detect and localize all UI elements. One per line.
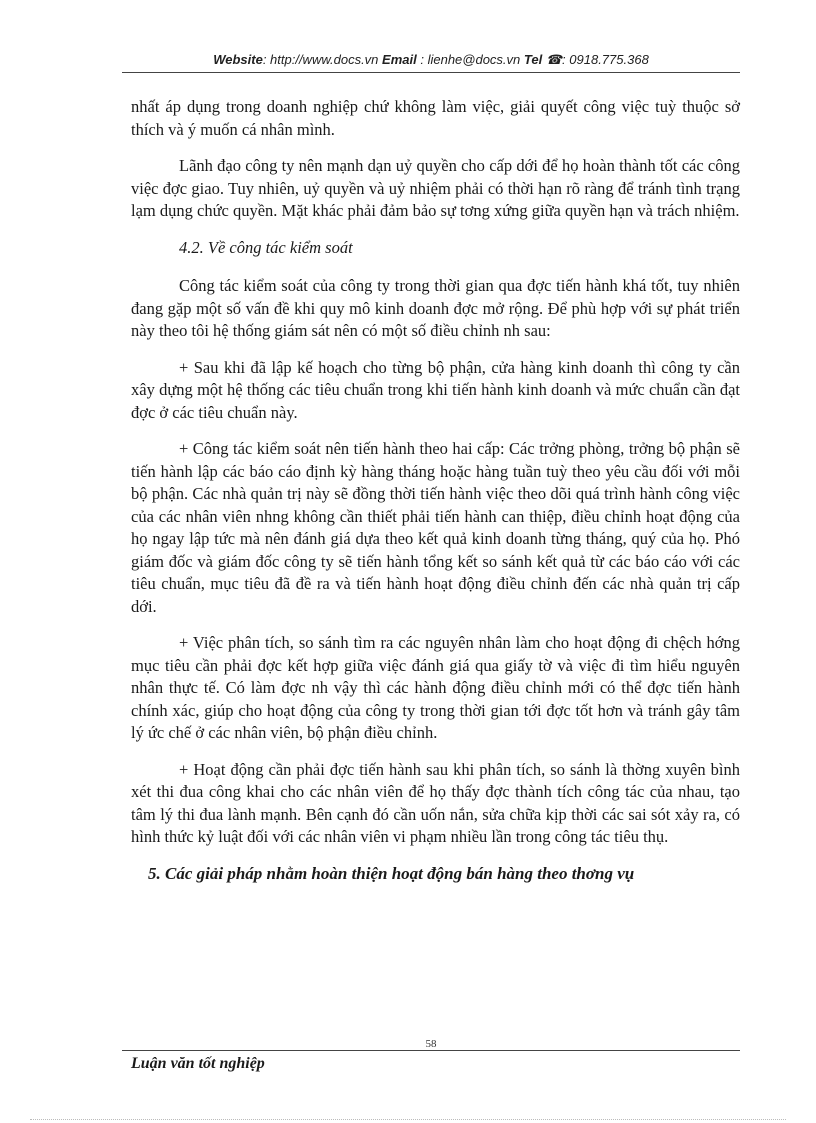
- tel-label: Tel: [523, 52, 543, 67]
- subsection-heading: 4.2. Về công tác kiểm soát: [179, 237, 353, 257]
- document-body: [131, 96, 740, 899]
- footer-divider: [122, 1050, 740, 1051]
- page-bottom-border: [30, 1119, 786, 1120]
- paragraph-6: + Việc phân tích, so sánh tìm ra các nguyên nhân làm cho hoạt động đi chệch hớng mục tiêu cần phải đợc kết hợp giữa việc đánh giá qua giấy tờ và việc đi tìm hiểu nguyên nhân thực tế. Có làm đợc nh vậy thì các hành động điều chỉnh mới có thể đợc tiến hành chính xác, giúp cho hoạt động của công ty trong thời gian tới đợc tốt hơn và tránh gây tâm lý ức chế ở các nhân viên, bộ phận điều chỉnh.: [131, 633, 740, 742]
- email-label: Email: [382, 52, 417, 67]
- paragraph-7: + Hoạt động cần phải đợc tiến hành sau khi phân tích, so sánh là thờng xuyên bình xét thi đua công khai cho các nhân viên để họ thấy đợc thành tích công tác của nhau, tạo tâm lý thi đua lành mạnh. Bên cạnh đó cần uốn nắn, sửa chữa kịp thời các sai sót xảy ra, có hình thức kỷ luật đối với các nhân viên vi phạm nhiều lần trong công tác tiêu thụ.: [131, 759, 740, 846]
- page-header: [122, 52, 740, 68]
- website-value[interactable]: : http://www.docs.vn: [262, 52, 379, 67]
- phone-icon: ☎: [545, 52, 563, 67]
- email-value[interactable]: : lienhe@docs.vn: [420, 52, 521, 67]
- tel-value: : 0918.775.368: [562, 52, 649, 67]
- paragraph-2: Lãnh đạo công ty nên mạnh dạn uỷ quyền cho cấp dới để họ hoàn thành tốt các công việc đợc giao. Tuy nhiên, uỷ quyền và uỷ nhiệm phải có thời hạn rõ ràng để tránh tình trạng lạm dụng chức quyền. Mặt khác phải đảm bảo sự tơng xứng giữa quyền hạn và trách nhiệm.: [131, 156, 740, 220]
- header-divider: [122, 72, 740, 73]
- paragraph-3: Công tác kiểm soát của công ty trong thời gian qua đợc tiến hành khá tốt, tuy nhiên đang gặp một số vấn đề khi quy mô kinh doanh đợc mở rộng. Để phù hợp với sự phát triển này theo tôi hệ thống giám sát nên có một số điều chỉnh nh sau:: [131, 276, 740, 340]
- paragraph-1: nhất áp dụng trong doanh nghiệp chứ không làm việc, giải quyết công việc tuỳ thuộc sở thích và ý muốn cá nhân mình.: [131, 97, 740, 139]
- thesis-label: Luận văn tốt nghiệp: [131, 1055, 265, 1072]
- website-label: Website: [213, 52, 263, 67]
- paragraph-4: + Sau khi đã lập kế hoạch cho từng bộ phận, cửa hàng kinh doanh thì công ty cần xây dựng một hệ thống các tiêu chuẩn trong khi tiến hành kinh doanh và mức chuẩn cần đạt đợc ở các tiêu chuẩn này.: [131, 357, 740, 422]
- section-heading: 5. Các giải pháp nhằm hoàn thiện hoạt động bán hàng theo thơng vụ: [148, 863, 635, 883]
- paragraph-5: + Công tác kiểm soát nên tiến hành theo hai cấp: Các trởng phòng, trởng bộ phận sẽ tiến hành lập các báo cáo định kỳ hàng tháng hoặc hàng tuần tuỳ theo yêu cầu đối với mỗi bộ phận. Các nhà quản trị này sẽ đồng thời tiến hành việc theo dõi quá trình hành công việc của các nhân viên nhng không cần thiết phải tiến hành can thiệp, điều chỉnh hoạt động của họ ngay lập tức mà nên đánh giá dựa theo kết quả kinh doanh từng tháng, quý của họ. Phó giám đốc và giám đốc công ty sẽ tiến hành tổng kết so sánh kết quả từ các báo cáo với các tiêu chuẩn, mục tiêu đã đề ra và tiến hành hoạt động điều chỉnh đến các nhà quản trị cấp dới.: [131, 439, 740, 616]
- page-number: 58: [425, 1038, 437, 1050]
